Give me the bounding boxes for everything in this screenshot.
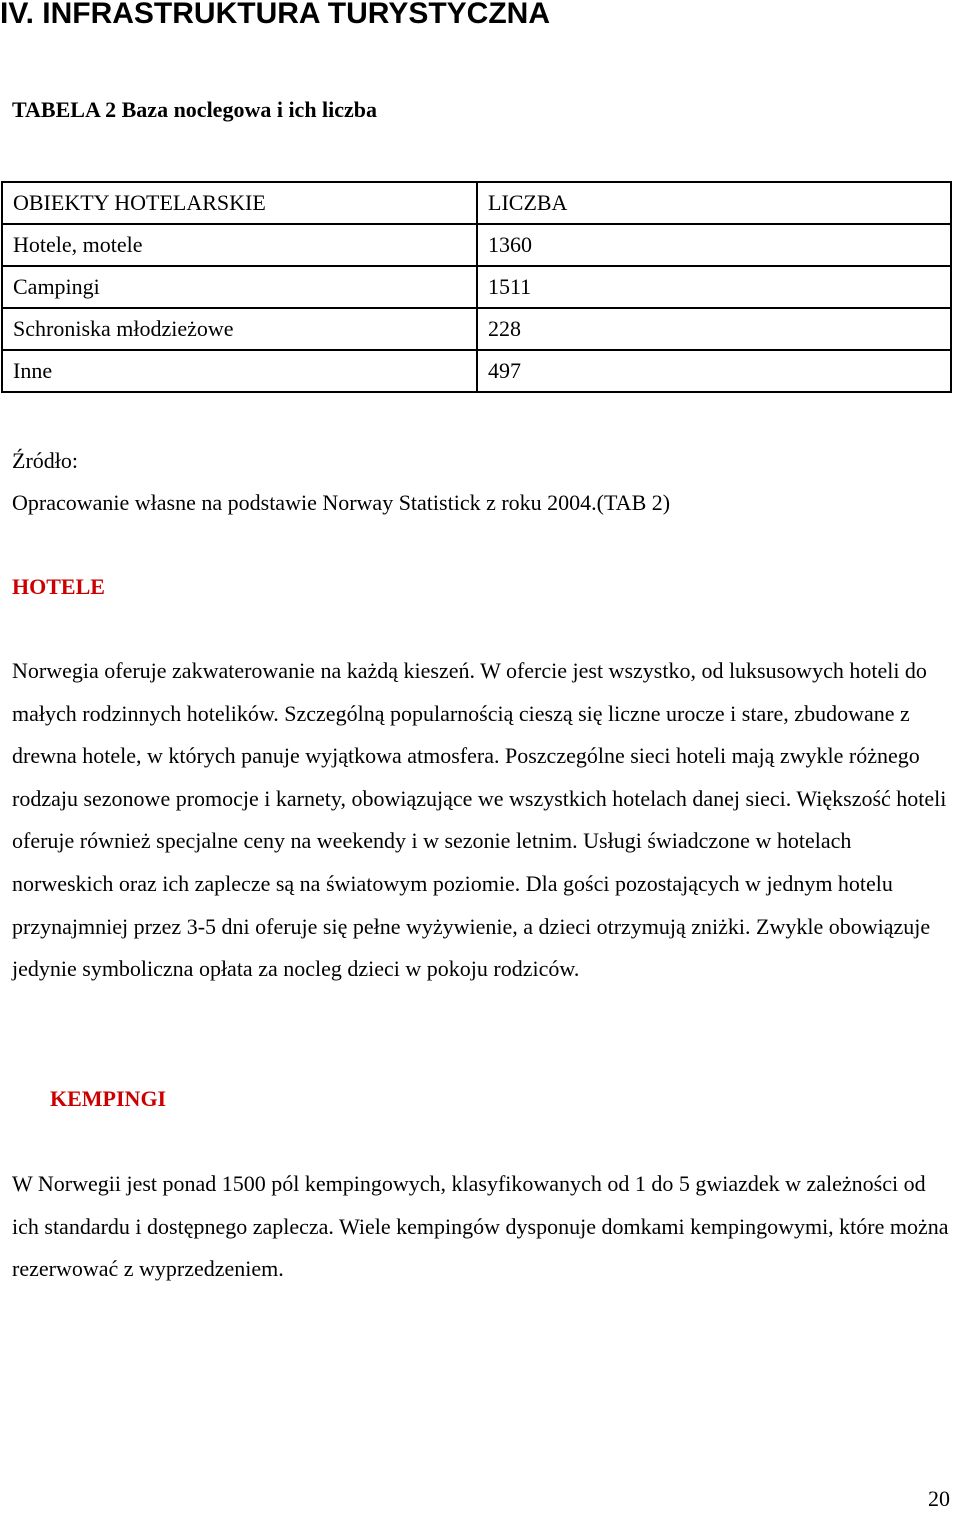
paragraph-kempingi: W Norwegii jest ponad 1500 pól kempingowych, klasyfikowanych od 1 do 5 gwiazdek w zależności od ich standardu i dostępnego zaplecza. Wiele kempingów dysponuje domkami kempingowymi, które można rezerwować z wyprzedzeniem. bbox=[12, 1171, 949, 1282]
table-cell-name: Inne bbox=[2, 350, 477, 392]
table-cell-count: 497 bbox=[477, 350, 951, 392]
section-title-kempingi: KEMPINGI bbox=[50, 1086, 167, 1111]
source-text: Opracowanie własne na podstawie Norway Statistick z roku 2004.(TAB 2) bbox=[12, 490, 671, 515]
table-row bbox=[2, 266, 951, 308]
chapter-title: IV. INFRASTRUKTURA TURYSTYCZNA bbox=[0, 0, 551, 30]
table-row bbox=[2, 350, 951, 392]
header-cell-count: LICZBA bbox=[477, 182, 951, 224]
table-cell-name: Hotele, motele bbox=[2, 224, 477, 266]
table-cell-count: 228 bbox=[477, 308, 951, 350]
table-cell-name: Campingi bbox=[2, 266, 477, 308]
table-cell-name: Schroniska młodzieżowe bbox=[2, 308, 477, 350]
header-cell-objects: OBIEKTY HOTELARSKIE bbox=[2, 182, 477, 224]
table-row bbox=[2, 308, 951, 350]
table-cell-count: 1360 bbox=[477, 224, 951, 266]
source-label: Źródło: bbox=[12, 448, 78, 473]
table-caption: TABELA 2 Baza noclegowa i ich liczba bbox=[12, 97, 378, 122]
table-cell-count: 1511 bbox=[477, 266, 951, 308]
table-header-row bbox=[2, 182, 951, 224]
page-number: 20 bbox=[928, 1486, 950, 1511]
paragraph-hotele: Norwegia oferuje zakwaterowanie na każdą kieszeń. W ofercie jest wszystko, od luksusowych hoteli do małych rodzinnych hotelików. Szczególną popularnością cieszą się liczne urocze i stare, zbudowane z drewna hotele, w których panuje wyjątkowa atmosfera. Poszczególne sieci hoteli mają zwykle różnego rodzaju sezonowe promocje i karnety, obowiązujące we wszystkich hotelach danej sieci. Większość hoteli oferuje również specjalne ceny na weekendy i w sezonie letnim. Usługi świadczone w hotelach norweskich oraz ich zaplecze są na światowym poziomie. Dla gości pozostających w jednym hotelu przynajmniej przez 3-5 dni oferuje się pełne wyżywienie, a dzieci otrzymują zniżki. Zwykle obowiązuje jedynie symboliczna opłata za nocleg dzieci w pokoju rodziców. bbox=[12, 658, 947, 982]
table-row bbox=[2, 224, 951, 266]
accommodation-table bbox=[1, 181, 952, 393]
section-title-hotele: HOTELE bbox=[12, 574, 105, 599]
